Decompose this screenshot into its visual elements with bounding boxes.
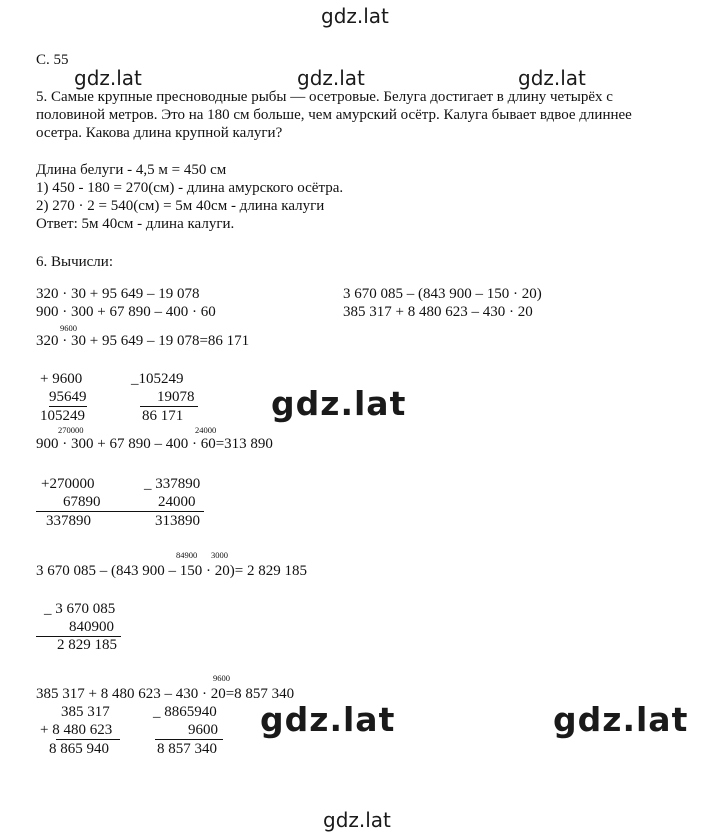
e2-rule bbox=[36, 511, 204, 512]
e1-add-bottom: 95649 bbox=[49, 389, 87, 405]
task6-right-expr-1: 3 670 085 – (843 900 – 150 · 20) bbox=[343, 286, 542, 302]
e1-sub-bottom: 19078 bbox=[157, 389, 195, 405]
task5-solution-3: 2) 270 · 2 = 540(см) = 5м 40см - длина калуги bbox=[36, 198, 325, 214]
e2-sub-top: _ 337890 bbox=[144, 476, 201, 492]
task6-right-expr-2: 385 317 + 8 480 623 – 430 · 20 bbox=[343, 304, 533, 320]
task6-left-expr-2: 900 · 300 + 67 890 – 400 · 60 bbox=[36, 304, 216, 320]
e2-sub-result: 313890 bbox=[155, 513, 200, 529]
e2-add-result: 337890 bbox=[46, 513, 91, 529]
task5-line-3: осетра. Какова длина крупной калуги? bbox=[36, 125, 283, 141]
e4-sub-top: _ 8865940 bbox=[153, 704, 217, 720]
e3-sub-bottom: 840900 bbox=[69, 619, 114, 635]
e4-sub-bottom: 9600 bbox=[188, 722, 218, 738]
e4-sub-result: 8 857 340 bbox=[157, 741, 217, 757]
task5-answer: Ответ: 5м 40см - длина калуги. bbox=[36, 216, 235, 232]
e2-superscript-2: 24000 bbox=[195, 425, 217, 435]
e2-sub-bottom: 24000 bbox=[158, 494, 196, 510]
watermark-row1-2: gdz.lat bbox=[297, 66, 365, 90]
e3-expression: 3 670 085 – (843 900 – 150 · 20)= 2 829 185 bbox=[36, 563, 307, 579]
task5-solution-1: Длина белуги - 4,5 м = 450 см bbox=[36, 162, 227, 178]
watermark-bottom: gdz.lat bbox=[323, 808, 391, 832]
e4-sub-rule bbox=[155, 739, 223, 740]
e3-superscript-2: 3000 bbox=[211, 550, 228, 560]
e4-add-rule bbox=[56, 739, 120, 740]
task5-line-2: половиной метров. Это на 180 см больше, чем амурский осётр. Калуга бывает вдвое длиннее bbox=[36, 107, 632, 123]
e2-expression: 900 · 300 + 67 890 – 400 · 60=313 890 bbox=[36, 436, 273, 452]
e1-add-top: + 9600 bbox=[40, 371, 83, 387]
e4-add-result: 8 865 940 bbox=[49, 741, 109, 757]
task6-title: 6. Вычисли: bbox=[36, 254, 113, 270]
e3-superscript-1: 84900 bbox=[176, 550, 198, 560]
e4-add-top: 385 317 bbox=[61, 704, 110, 720]
page-number: С. 55 bbox=[36, 52, 69, 68]
e4-add-bottom: + 8 480 623 bbox=[40, 722, 113, 738]
watermark-top: gdz.lat bbox=[321, 4, 389, 28]
task6-left-expr-1: 320 · 30 + 95 649 – 19 078 bbox=[36, 286, 200, 302]
watermark-row1-1: gdz.lat bbox=[74, 66, 142, 90]
e1-superscript: 9600 bbox=[60, 323, 77, 333]
e1-sub-top: _105249 bbox=[131, 371, 184, 387]
task5-line-1: 5. Самые крупные пресноводные рыбы — осетровые. Белуга достигает в длину четырёх с bbox=[36, 89, 613, 105]
task5-solution-2: 1) 450 - 180 = 270(см) - длина амурского осётра. bbox=[36, 180, 344, 196]
e1-add-result: 105249 bbox=[40, 408, 85, 424]
e3-sub-result: 2 829 185 bbox=[57, 637, 117, 653]
e2-add-bottom: 67890 bbox=[63, 494, 101, 510]
watermark-big-center: gdz.lat bbox=[271, 384, 407, 423]
e4-expression: 385 317 + 8 480 623 – 430 · 20=8 857 340 bbox=[36, 686, 295, 702]
e2-superscript-1: 270000 bbox=[58, 425, 84, 435]
watermark-big-right-2: gdz.lat bbox=[553, 700, 689, 739]
e4-superscript: 9600 bbox=[213, 673, 230, 683]
e1-sub-rule bbox=[140, 406, 198, 407]
watermark-big-right-1: gdz.lat bbox=[260, 700, 396, 739]
watermark-row1-3: gdz.lat bbox=[518, 66, 586, 90]
e3-sub-top: _ 3 670 085 bbox=[44, 601, 116, 617]
e2-add-top: +270000 bbox=[41, 476, 95, 492]
e1-expression: 320 · 30 + 95 649 – 19 078=86 171 bbox=[36, 333, 250, 349]
e1-sub-result: 86 171 bbox=[142, 408, 184, 424]
